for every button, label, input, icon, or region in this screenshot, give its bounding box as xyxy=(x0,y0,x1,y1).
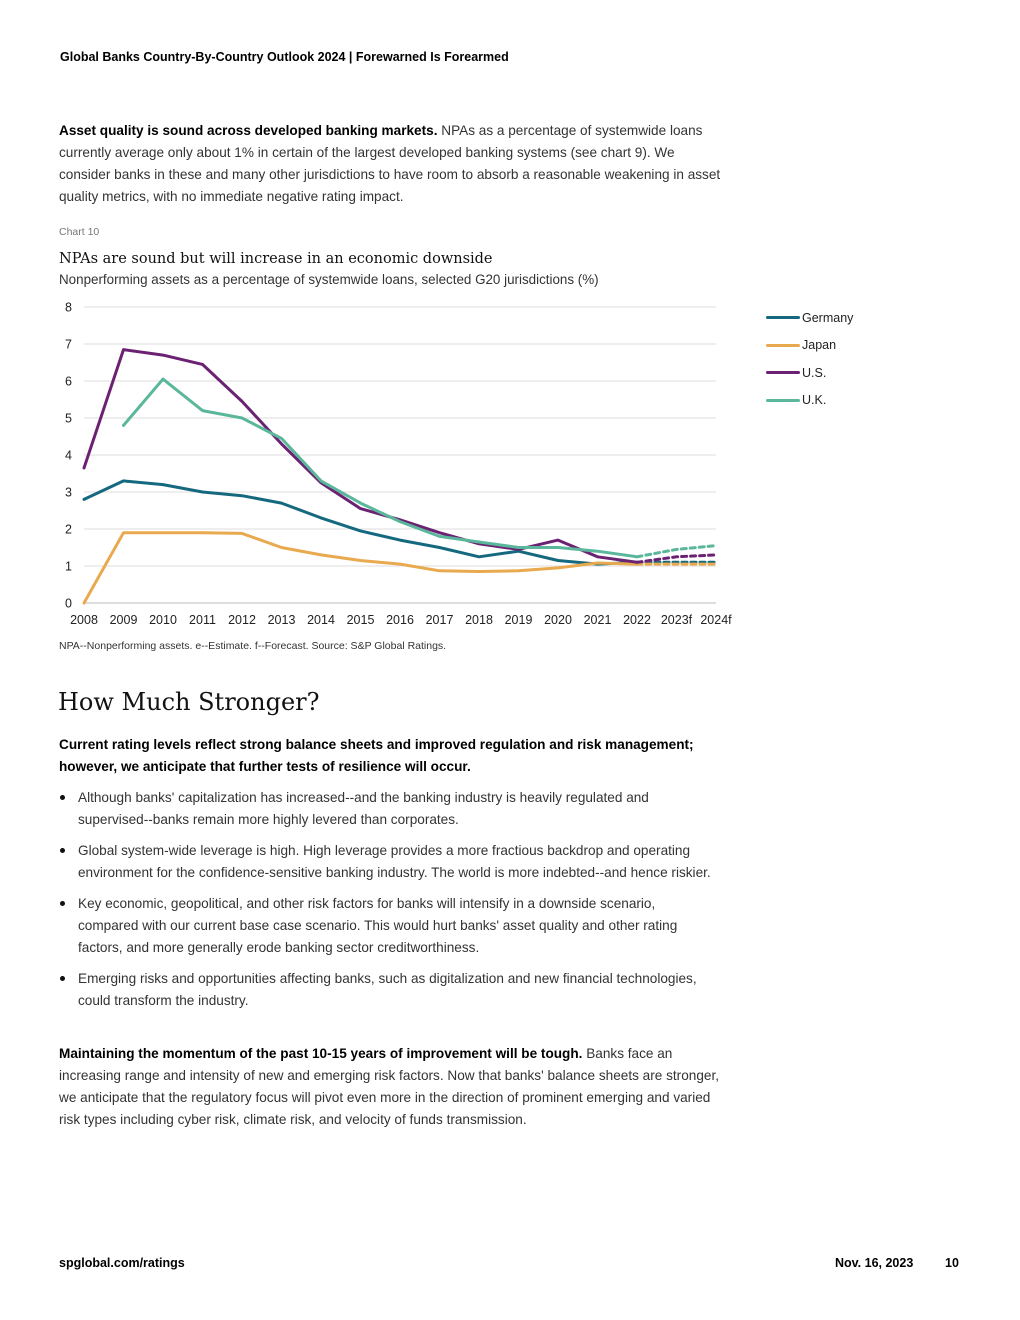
x-tick-label: 2015 xyxy=(346,613,375,627)
footer-date: Nov. 16, 2023 xyxy=(835,1256,914,1270)
y-tick-label: 3 xyxy=(65,485,72,500)
chart-number: Chart 10 xyxy=(59,226,100,238)
document-header: Global Banks Country-By-Country Outlook 2024 | Forewarned Is Forearmed xyxy=(60,50,509,64)
data-point-us xyxy=(201,363,204,366)
data-point-us xyxy=(162,354,165,357)
data-point-germany xyxy=(320,516,323,519)
data-point-uk xyxy=(399,520,402,523)
x-tick-label: 2023f xyxy=(660,613,693,627)
data-point-us xyxy=(636,561,639,564)
data-point-uk xyxy=(715,544,718,547)
data-point-germany xyxy=(201,491,204,494)
x-tick-label: 2012 xyxy=(228,613,256,627)
data-point-japan xyxy=(122,531,125,534)
data-point-germany xyxy=(162,483,165,486)
footer-site-link[interactable]: spglobal.com/ratings xyxy=(59,1256,185,1270)
data-point-japan xyxy=(596,562,599,565)
y-tick-label: 0 xyxy=(65,596,72,611)
npa-line-chart xyxy=(0,0,1020,640)
chart-legend xyxy=(766,304,853,414)
data-point-us xyxy=(280,442,283,445)
data-point-japan xyxy=(162,531,165,534)
y-tick-label: 8 xyxy=(65,300,72,315)
data-point-japan xyxy=(715,563,718,566)
x-tick-label: 2009 xyxy=(109,613,138,627)
x-tick-label: 2014 xyxy=(307,613,335,627)
series-line-germany xyxy=(84,481,637,564)
data-point-uk xyxy=(517,546,520,549)
legend-swatch xyxy=(766,399,800,402)
closing-paragraph xyxy=(59,1043,729,1131)
data-point-us xyxy=(122,348,125,351)
closing-bold: Maintaining the momentum of the past 10-15 years of improvement will be tough. xyxy=(59,1046,583,1061)
bullet-list xyxy=(59,787,719,1021)
legend-swatch xyxy=(766,316,800,319)
data-point-japan xyxy=(83,602,86,605)
data-point-germany xyxy=(557,559,560,562)
series-line-japan xyxy=(84,533,637,603)
x-tick-label: 2021 xyxy=(583,613,612,627)
intro-bold: Asset quality is sound across developed banking markets. xyxy=(59,123,438,138)
data-point-japan xyxy=(320,553,323,556)
x-tick-label: 2008 xyxy=(70,613,98,627)
data-point-uk xyxy=(162,378,165,381)
data-point-uk xyxy=(596,550,599,553)
data-point-uk xyxy=(557,546,560,549)
data-point-us xyxy=(715,553,718,556)
data-point-germany xyxy=(280,502,283,505)
x-tick-label: 2022 xyxy=(623,613,651,627)
y-tick-label: 6 xyxy=(65,374,72,389)
legend-label: Japan xyxy=(802,338,837,353)
data-point-germany xyxy=(83,498,86,501)
data-point-germany xyxy=(241,494,244,497)
data-point-us xyxy=(596,555,599,558)
chart-title: NPAs are sound but will increase in an economic downside xyxy=(59,251,493,267)
y-tick-label: 4 xyxy=(65,448,72,463)
intro-text: NPAs as a percentage of systemwide loans currently average only about 1% in certain of the largest developed banking systems (see chart 9). We consider banks in these and many other jurisdictions to have room to absorb a reasonable weakening in asset quality metrics, with no immediate negative rating impact. xyxy=(59,123,721,204)
legend-item xyxy=(766,304,853,332)
legend-swatch xyxy=(766,344,800,347)
legend-label: Germany xyxy=(802,310,854,325)
data-point-us xyxy=(675,555,678,558)
x-tick-label: 2020 xyxy=(544,613,572,627)
data-point-germany xyxy=(399,539,402,542)
y-tick-label: 5 xyxy=(65,411,72,426)
data-point-us xyxy=(83,466,86,469)
data-point-uk xyxy=(241,417,244,420)
data-point-germany xyxy=(478,555,481,558)
data-point-uk xyxy=(359,502,362,505)
x-tick-label: 2016 xyxy=(386,613,414,627)
bullet-item: Emerging risks and opportunities affecting banks, such as digitalization and new financial technologies, could transform the industry. xyxy=(59,968,719,1012)
x-tick-label: 2017 xyxy=(425,613,454,627)
x-tick-label: 2011 xyxy=(189,613,216,627)
x-tick-label: 2018 xyxy=(465,613,493,627)
data-point-japan xyxy=(201,531,204,534)
data-point-uk xyxy=(122,424,125,427)
x-tick-label: 2024f xyxy=(700,613,732,627)
x-tick-label: 2013 xyxy=(267,613,296,627)
data-point-japan xyxy=(517,569,520,572)
closing-text: Banks face an increasing range and intensity of new and emerging risk factors. Now that banks' balance sheets are stronger, we anticipate that the regulatory focus will pivot even more in the direction of prominent emerging and varied risk types including cyber risk, climate risk, and velocity of funds transmission. xyxy=(59,1046,719,1127)
legend-item xyxy=(766,359,853,387)
data-point-japan xyxy=(280,546,283,549)
data-point-japan xyxy=(438,569,441,572)
data-point-japan xyxy=(675,563,678,566)
bullet-item: Although banks' capitalization has increased--and the banking industry is heavily regulated and supervised--banks remain more highly levered than corporates. xyxy=(59,787,719,831)
y-tick-label: 1 xyxy=(65,559,72,574)
bullet-item: Key economic, geopolitical, and other risk factors for banks will intensify in a downside scenario, compared with our current base case scenario. This would hurt banks' asset quality and other rating factors, and more generally erode banking sector creditworthiness. xyxy=(59,893,719,959)
data-point-japan xyxy=(557,566,560,569)
chart-source-note: NPA--Nonperforming assets. e--Estimate. f--Forecast. Source: S&P Global Ratings. xyxy=(59,640,447,652)
data-point-germany xyxy=(438,546,441,549)
page-number: 10 xyxy=(945,1256,959,1270)
data-point-us xyxy=(359,507,362,510)
y-tick-label: 2 xyxy=(65,522,72,537)
data-point-uk xyxy=(636,555,639,558)
series-line-uk xyxy=(124,379,638,557)
data-point-germany xyxy=(122,479,125,482)
data-point-germany xyxy=(359,529,362,532)
data-point-japan xyxy=(478,570,481,573)
x-tick-label: 2019 xyxy=(504,613,533,627)
legend-item xyxy=(766,387,853,415)
data-point-uk xyxy=(320,479,323,482)
data-point-uk xyxy=(201,409,204,412)
section-title: How Much Stronger? xyxy=(58,688,320,716)
data-point-uk xyxy=(438,535,441,538)
data-point-uk xyxy=(478,540,481,543)
data-point-japan xyxy=(399,563,402,566)
chart-subtitle: Nonperforming assets as a percentage of systemwide loans, selected G20 jurisdictions (%) xyxy=(59,272,599,287)
y-tick-label: 7 xyxy=(65,337,72,352)
data-point-japan xyxy=(359,559,362,562)
legend-swatch xyxy=(766,371,800,374)
bullet-item: Global system-wide leverage is high. High leverage provides a more fractious backdrop and operating environment for the confidence-sensitive banking industry. The world is more indebted--and hence riskier. xyxy=(59,840,719,884)
x-tick-label: 2010 xyxy=(149,613,177,627)
legend-label: U.K. xyxy=(802,393,827,408)
data-point-japan xyxy=(241,532,244,535)
data-point-us xyxy=(557,539,560,542)
data-point-uk xyxy=(675,548,678,551)
data-point-us xyxy=(438,531,441,534)
legend-item xyxy=(766,332,853,360)
data-point-us xyxy=(241,400,244,403)
section-lead: Current rating levels reflect strong balance sheets and improved regulation and risk management; however, we anticipate that further tests of resilience will occur. xyxy=(59,737,694,774)
legend-label: U.S. xyxy=(802,365,827,380)
data-point-uk xyxy=(280,437,283,440)
